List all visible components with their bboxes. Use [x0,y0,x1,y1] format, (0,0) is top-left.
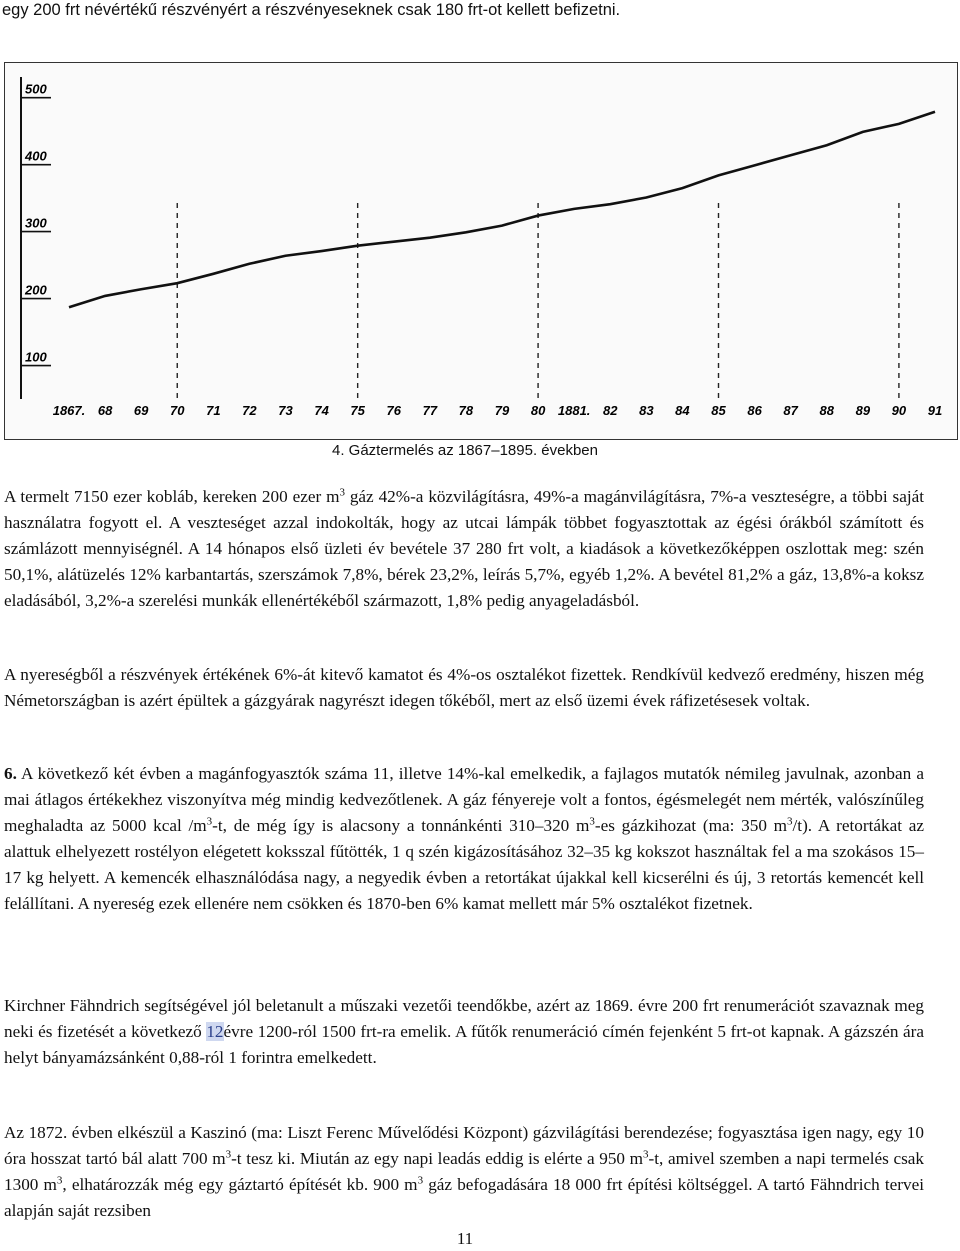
chart-caption: 4. Gáztermelés az 1867–1895. években [331,442,598,459]
x-tick-label: 85 [711,403,726,418]
x-tick-label: 75 [350,403,365,418]
paragraph-4: Kirchner Fähndrich segítségével jól beletanult a műszaki vezetői teendőkbe, azért az 1869. évre 200 frt renumerációt szavaznak meg neki és fizetését a következő 12évre 1200-ról 1500 frt-ra emelik. A fűtők renumeráció címén fejenként 5 frt-ot kapnak. A gázszén ára helyt bányamázsánként 0,88-ról 1 forintra emelkedett. [4,996,924,1067]
section-number: 6. [4,764,17,783]
x-tick-label: 76 [386,403,401,418]
x-tick-label: 77 [422,403,438,418]
chart-svg [5,63,957,439]
x-tick-label: 78 [458,403,474,418]
y-tick-label: 500 [25,81,47,97]
gas-production-chart [4,62,958,440]
x-tick-label: 79 [494,403,510,418]
x-tick-label: 89 [855,403,871,418]
x-tick-label: 84 [675,403,690,418]
x-tick-label: 71 [206,403,221,418]
x-tick-label: 82 [603,403,618,418]
x-tick-label: 87 [783,403,798,418]
y-tick-label: 200 [25,282,47,298]
y-tick-label: 100 [25,349,47,365]
y-tick-label: 400 [25,148,47,164]
gas-production-line [69,112,935,308]
page-number: 11 [456,1229,474,1248]
x-tick-label: 90 [891,403,907,418]
x-tick-label: 80 [530,403,546,418]
x-tick-label: 86 [747,403,762,418]
x-tick-label: 73 [278,403,293,418]
x-tick-label: 72 [242,403,257,418]
paragraph-3: 6. A következő két évben a magánfogyasztók száma 11, illetve 14%-kal emelkedik, a fajlagos mutatók némileg javulnak, azonban a mai átlagos értékekhez viszonyítva még mindig kedvezőtlenek. A gáz fényereje volt a fontos, égésmelegét nem mérték, valószínűleg meghaladta az 5000 kcal $/m^3-t$, de még így is alacsony a tonnánkénti 310–320 $m^3-es$ gázkihozat (ma: 350 $m^3/t$). A retortákat az alattuk elhelyezett rostélyon elégetett koksszal fűtötték, 1 q szén kigázosításához 32–35 kg kokszot használtak fel a ma szokásos 15–17 kg helyett. A kemencék elhasználódása nagy, a negyedik évben a retortákat újakkal kell kicserélni és új, 3 retortás kemencét kell felállítani. A nyereség ezek ellenére nem csökken és 1870-ben 6% kamat mellett már 5% osztalékot fizetnek. [4,764,924,913]
x-tick-label: 68 [97,403,113,418]
y-tick-label: 300 [25,215,47,231]
x-tick-label: 83 [639,403,654,418]
x-tick-label: 88 [819,403,834,418]
x-tick-label: 91 [927,403,943,418]
paragraph-2: A nyereségből a részvények értékének 6%-át kitevő kamatot és 4%-os osztalékot fizettek. Rendkívül kedvező eredmény, hiszen még Németországban is azért épültek a gázgyárak nagyrészt idegen tőkéből, mert az első üzemi évek ráfizetésesek voltak. [4,665,924,710]
highlighted-number: 12 [206,1022,224,1041]
x-tick-label: 70 [170,403,185,418]
x-tick-label: 74 [314,403,329,418]
paragraph-5: Az 1872. évben elkészül a Kaszinó (ma: Liszt Ferenc Művelődési Központ) gázvilágítási berendezése; fogyasztása igen nagy, egy 10 óra hosszat tartó bál alatt 700 $m^3-t$ tesz ki. Miután az egy napi leadás eddig is elérte a 950 $m^3-t$, amivel szemben a napi termelés csak 1300 $m^3$, elhatározzák még egy gáztartó építését kb. 900 $m^3$ gáz befogadására 18 000 frt építési költséggel. A tartó Fähndrich tervei alapján saját rezsiben [4,1123,924,1220]
x-tick-label: 1867. [52,403,86,418]
x-tick-label: 69 [133,403,149,418]
paragraph-1: A termelt 7150 ezer kobláb, kereken 200 ezer $m^3$ gáz 42%-a közvilágításra, 49%-a magánvilágításra, 7%-a veszteségre, a többi saját használatra fogyott el. A veszteséget azzal indokolták, hogy az utcai lámpák többet fogyasztottak az égési órákból számított és számlázott mennyiségnél. A 14 hónapos első üzleti év bevétele 37 280 frt volt, a kiadások a következőképpen oszlottak meg: szén 50,1%, alátüzelés 12% karbantartás, szerszámok 7,8%, bérek 23,2%, leírás 5,7%, egyéb 1,2%. A bevétel 81,2% a gáz, 13,8%-a koksz eladásából, 3,2%-a szerelési munkák ellenértékéből származott, 1,8% pedig anyageladásból. [4,486,925,610]
x-tick-label: 1881. [557,403,591,418]
previous-page-line: egy 200 frt névértékű részvényért a részvényeseknek csak 180 frt-ot kellett befizetni. [2,1,621,19]
